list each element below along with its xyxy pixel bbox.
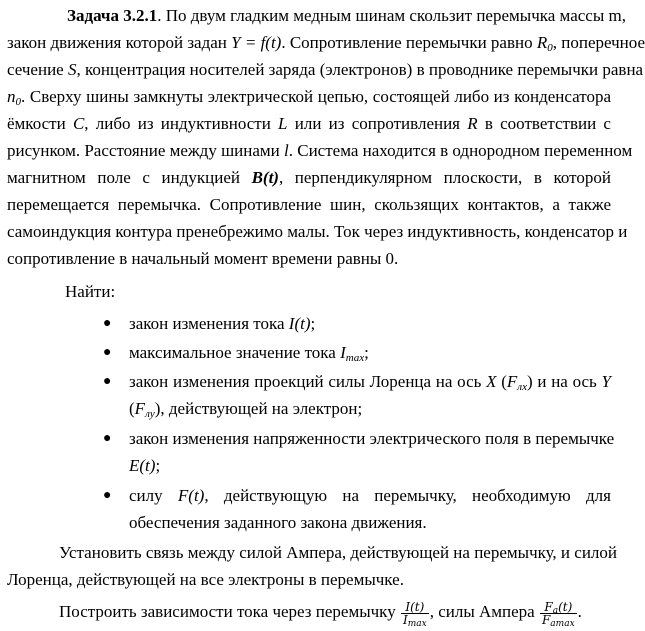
- find-item-3-line-2: $(F_{лy})$, действующей на электрон;: [129, 399, 363, 420]
- bullet-icon: ●: [103, 345, 112, 360]
- task-line-4: $n_0$. Сверху шины замкнуты электрической цепью, состоящей либо из конденсатора: [7, 87, 611, 108]
- current-ratio-fraction: $\frac{I(t)}{I_{max}}$: [402, 599, 427, 629]
- task-line-2: закон движения которой задан Y = f(t). Сопротивление перемычки равно $R_0$, поперечное: [7, 33, 645, 54]
- ampere-force-ratio-fraction: $\frac{F_a(t)}{F_{amax}}$: [541, 599, 575, 629]
- final-line-3: Построить зависимости тока через перемычку $\frac{I(t)}{I_{max}}$ , силы Ампера $\frac{F_a(t)}{F_{amax}}$ .: [59, 599, 582, 629]
- final-line-1: Установить связь между силой Ампера, действующей на перемычку, и силой: [59, 543, 618, 562]
- find-item-5-line-2: обеспечения заданного закона движения.: [129, 513, 427, 532]
- bullet-icon: ●: [103, 431, 112, 446]
- final-line-2: Лоренца, действующей на все электроны в перемычке.: [7, 570, 404, 589]
- find-item-4-line-2: E(t);: [129, 456, 161, 475]
- find-item-2: максимальное значение тока $I_{max}$;: [129, 343, 369, 364]
- find-item-1: закон изменения тока I(t);: [129, 314, 316, 333]
- task-line-8: перемещается перемычка. Сопротивление шин, скользящих контактов, а также: [7, 195, 611, 214]
- find-item-5-line-1: силу F(t), действующую на перемычку, необходимую для: [129, 486, 611, 505]
- task-line-1: Задача 3.2.1. По двум гладким медным шинам скользит перемычка массы m,: [67, 6, 626, 25]
- task-line-10: сопротивление в начальный момент времени равны 0.: [7, 249, 399, 268]
- find-heading: Найти:: [65, 282, 116, 301]
- find-item-4-line-1: закон изменения напряженности электрического поля в перемычке: [129, 429, 615, 448]
- bullet-icon: ●: [103, 316, 112, 331]
- task-line-5: ёмкости C, либо из индуктивности L или из сопротивления R в соответствии с: [7, 114, 611, 133]
- bullet-icon: ●: [103, 488, 112, 503]
- task-line-9: самоиндукция контура пренебрежимо малы. Ток через индуктивность, конденсатор и: [7, 222, 628, 241]
- task-line-6: рисунком. Расстояние между шинами l. Система находится в однородном переменном: [7, 141, 633, 160]
- find-item-3-line-1: закон изменения проекций силы Лоренца на ось X $(F_{лx})$ и на ось Y: [129, 372, 611, 393]
- task-line-7: магнитном поле с индукцией B(t), перпендикулярном плоскости, в которой: [7, 168, 611, 187]
- bullet-icon: ●: [103, 374, 112, 389]
- task-line-3: сечение S, концентрация носителей заряда (электронов) в проводнике перемычки равна: [7, 60, 644, 79]
- task-label: Задача 3.2.1: [67, 6, 158, 25]
